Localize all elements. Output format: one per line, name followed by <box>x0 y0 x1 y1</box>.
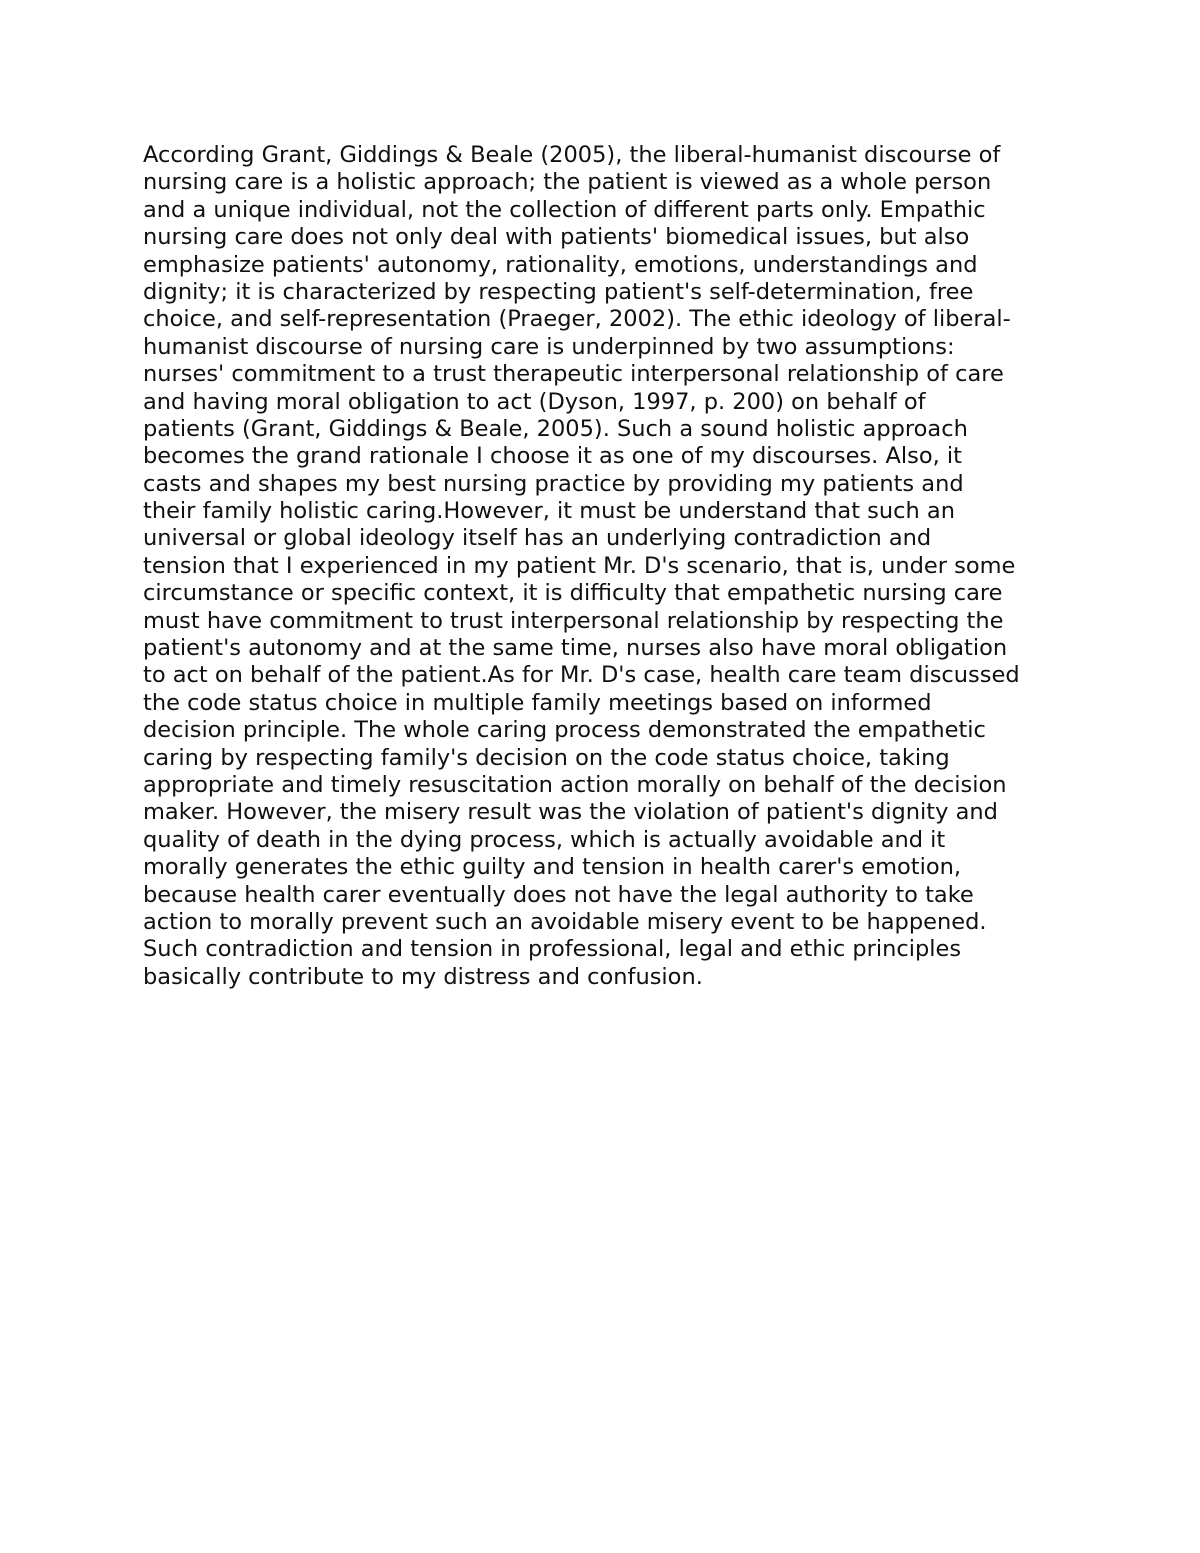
paragraph-line: action to morally prevent such an avoidable misery event to be happened. <box>143 908 987 935</box>
paragraph-line: nursing care is a holistic approach; the patient is viewed as a whole person <box>143 169 992 196</box>
paragraph-line: emphasize patients' autonomy, rationality, emotions, understandings and <box>143 251 978 278</box>
paragraph-line: morally generates the ethic guilty and tension in health carer's emotion, <box>143 854 962 881</box>
paragraph-line: quality of death in the dying process, which is actually avoidable and it <box>143 826 946 853</box>
paragraph-line: nurses' commitment to a trust therapeutic interpersonal relationship of care <box>143 361 1004 388</box>
paragraph-line: the code status choice in multiple family meetings based on informed <box>143 689 932 716</box>
paragraph-line: choice, and self-representation (Praeger, 2002). The ethic ideology of liberal- <box>143 306 1011 333</box>
paragraph-line: and a unique individual, not the collection of different parts only. Empathic <box>143 196 986 223</box>
paragraph-line: decision principle. The whole caring process demonstrated the empathetic <box>143 717 986 744</box>
paragraph-line: According Grant, Giddings & Beale (2005), the liberal-humanist discourse of <box>143 142 1001 168</box>
paragraph-line: casts and shapes my best nursing practice by providing my patients and <box>143 470 964 497</box>
paragraph-line: caring by respecting family's decision on the code status choice, taking <box>143 744 950 771</box>
paragraph-line: circumstance or specific context, it is difficulty that empathetic nursing care <box>143 580 1003 607</box>
body-paragraph <box>143 142 1083 991</box>
paragraph-line: and having moral obligation to act (Dyson, 1997, p. 200) on behalf of <box>143 388 926 415</box>
paragraph-line: Such contradiction and tension in professional, legal and ethic principles <box>143 936 962 963</box>
paragraph-line: nursing care does not only deal with patients' biomedical issues, but also <box>143 224 970 251</box>
paragraph-line: appropriate and timely resuscitation action morally on behalf of the decision <box>143 771 1007 798</box>
paragraph-line: becomes the grand rationale I choose it as one of my discourses. Also, it <box>143 443 962 470</box>
paragraph-line: because health carer eventually does not have the legal authority to take <box>143 881 974 908</box>
paragraph-line: patients (Grant, Giddings & Beale, 2005). Such a sound holistic approach <box>143 415 968 442</box>
paragraph-line: their family holistic caring.However, it must be understand that such an <box>143 498 955 525</box>
paragraph-line: basically contribute to my distress and confusion. <box>143 963 703 990</box>
paragraph-line: must have commitment to trust interpersonal relationship by respecting the <box>143 607 1004 634</box>
paragraph-line: dignity; it is characterized by respecting patient's self-determination, free <box>143 278 974 305</box>
paragraph-line: maker. However, the misery result was the violation of patient's dignity and <box>143 799 998 826</box>
paragraph-line: to act on behalf of the patient.As for Mr. D's case, health care team discussed <box>143 662 1020 689</box>
paragraph-line: universal or global ideology itself has an underlying contradiction and <box>143 525 932 552</box>
paragraph-line: tension that I experienced in my patient Mr. D's scenario, that is, under some <box>143 552 1016 579</box>
paragraph-line: patient's autonomy and at the same time, nurses also have moral obligation <box>143 635 1008 662</box>
paragraph-line: humanist discourse of nursing care is underpinned by two assumptions: <box>143 333 955 360</box>
